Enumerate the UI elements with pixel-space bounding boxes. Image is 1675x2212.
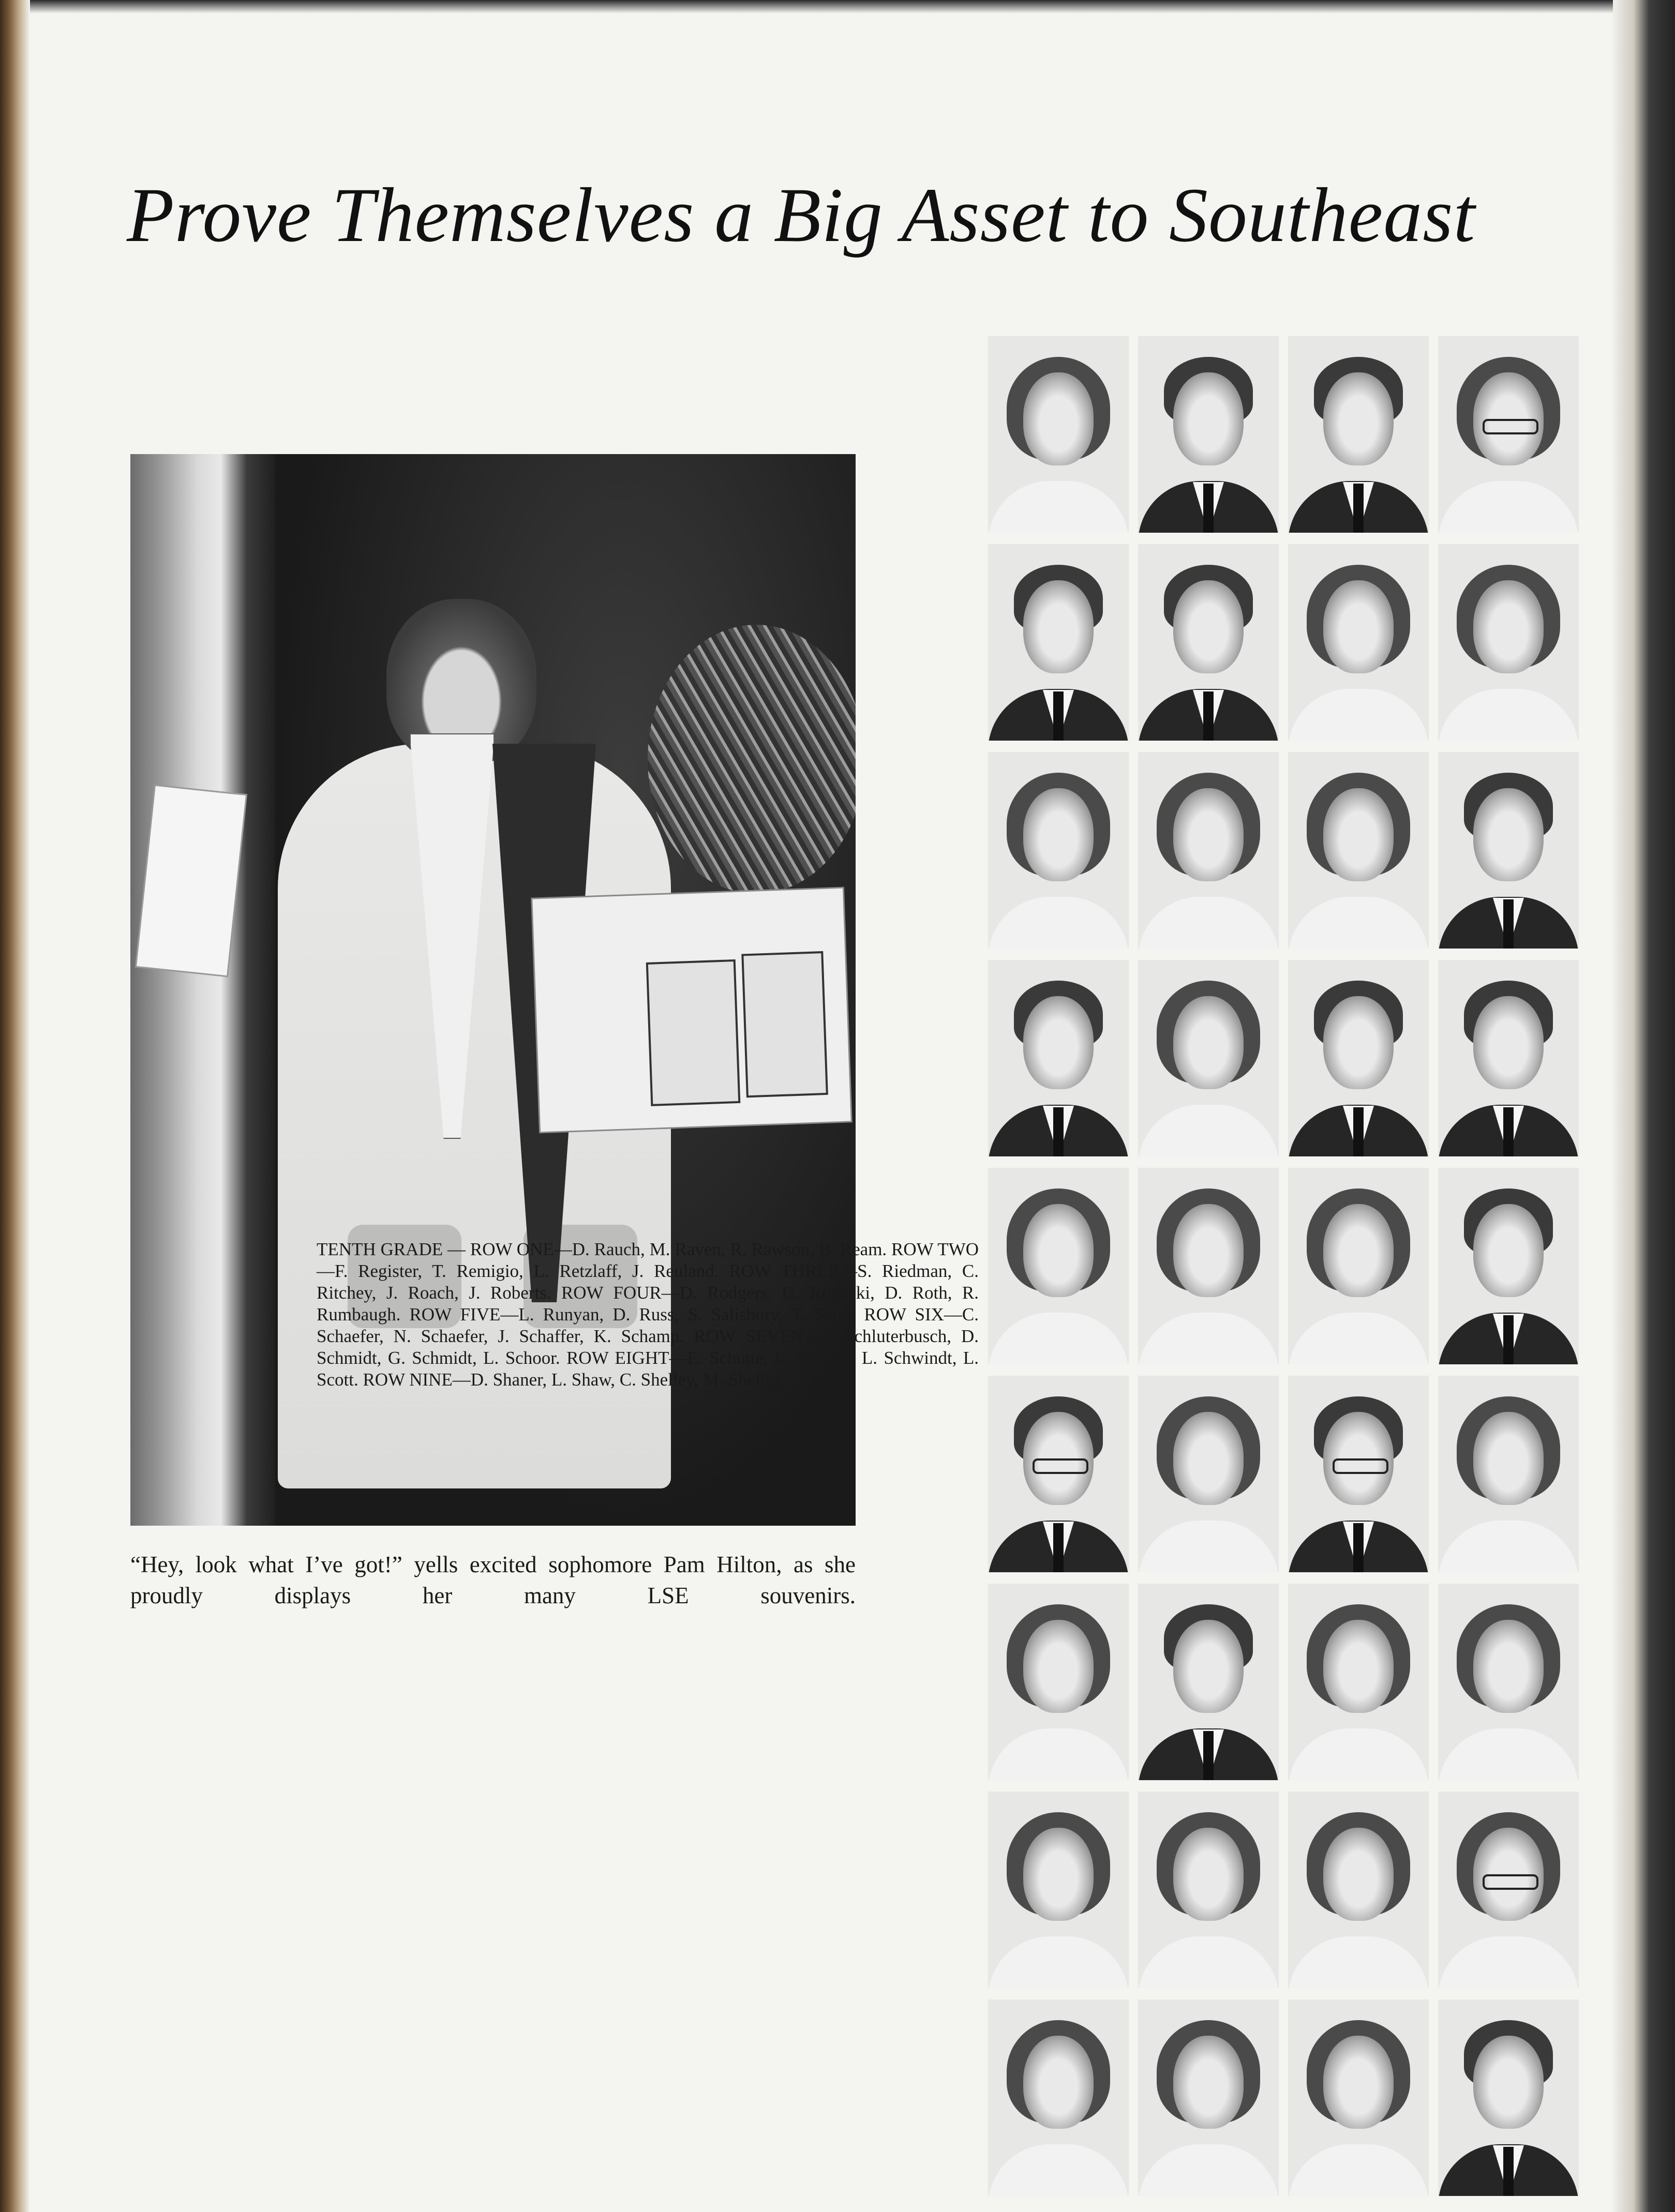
portrait-shoulders	[1138, 897, 1279, 949]
portrait-face	[1323, 1828, 1394, 1921]
portrait-face	[1023, 372, 1094, 465]
portrait-face	[1473, 1412, 1544, 1505]
portrait-shoulders	[1138, 1313, 1279, 1364]
portrait-face	[1023, 1620, 1094, 1713]
portrait-shoulders	[1138, 1936, 1279, 1988]
portrait-tie	[1053, 1523, 1064, 1572]
page-left-edge	[0, 0, 30, 2212]
portrait-photo	[1288, 1792, 1429, 1988]
portrait-photo	[1138, 1168, 1279, 1364]
portrait-shoulders	[988, 897, 1129, 949]
portrait-photo	[1438, 1376, 1579, 1572]
portrait-face	[1173, 788, 1244, 881]
portrait-photo	[1138, 960, 1279, 1156]
portrait-shoulders	[1288, 1936, 1429, 1988]
portrait-photo	[1288, 1999, 1429, 2196]
portrait-face	[1023, 1204, 1094, 1297]
portrait-tie	[1353, 1523, 1364, 1572]
school-paper	[532, 889, 850, 1132]
glasses-icon	[1483, 419, 1538, 434]
page-right-edge	[1613, 0, 1675, 2212]
portrait-photo	[1138, 336, 1279, 533]
portrait-photo	[1288, 752, 1429, 949]
portrait-face	[1323, 1620, 1394, 1713]
portrait-shoulders	[988, 1728, 1129, 1780]
portrait-tie	[1503, 1107, 1514, 1156]
portrait-tie	[1203, 484, 1214, 533]
portrait-tie	[1503, 2147, 1514, 2196]
portrait-shoulders	[1438, 1936, 1579, 1988]
portrait-face	[1173, 1620, 1244, 1713]
portrait-tie	[1203, 691, 1214, 741]
glasses-icon	[1333, 1458, 1388, 1474]
portrait-tie	[1353, 484, 1364, 533]
portrait-photo	[988, 1376, 1129, 1572]
portrait-tie	[1353, 1107, 1364, 1156]
page-title: Prove Themselves a Big Asset to Southeast	[127, 172, 1476, 258]
glasses-icon	[1033, 1458, 1088, 1474]
portrait-photo	[1138, 1584, 1279, 1780]
portrait-photo	[1288, 1168, 1429, 1364]
paper-panel-right	[741, 951, 828, 1097]
portrait-photo	[988, 544, 1129, 741]
portrait-shoulders	[1438, 689, 1579, 741]
portrait-tie	[1503, 1315, 1514, 1364]
portrait-shoulders	[1288, 1728, 1429, 1780]
portrait-photo	[1138, 544, 1279, 741]
portrait-tie	[1203, 1731, 1214, 1780]
paper-panel-left	[646, 959, 741, 1106]
portrait-grid	[988, 336, 1576, 2212]
portrait-photo	[988, 1792, 1129, 1988]
portrait-photo	[1288, 1584, 1429, 1780]
portrait-face	[1173, 1204, 1244, 1297]
portrait-face	[1173, 996, 1244, 1089]
portrait-tie	[1503, 899, 1514, 949]
roster-text: TENTH GRADE — ROW ONE—D. Rauch, M. Raven, R. Rawson, B. Ream. ROW TWO—F. Register, T. Remigio, L. Retzlaff, J. Reuland. ROW THREE—S. Riedman, C. Ritchey, J. Roach, J. Roberts. ROW FOUR—D. Rodgers, G. Rogacki, D. Roth, R. Rumbaugh. ROW FIVE—L. Runyan, D. Russ, S. Salisbury, T. Sapp. ROW SIX—C. Schaefer, N. Schaefer, J. Schaffer, K. Schamp. ROW SEVEN—P. Schluterbusch, D. Schmidt, G. Schmidt, L. Schoor. ROW EIGHT—E. Schutte, L. Schutte, L. Schwindt, L. Scott. ROW NINE—D. Shaner, L. Shaw, C. Shelley, M. Shelley.	[317, 1239, 979, 1390]
portrait-shoulders	[988, 481, 1129, 533]
photo-caption: “Hey, look what I’ve got!” yells excited sophomore Pam Hilton, as she proudly displays her many LSE souvenirs.	[130, 1552, 856, 1608]
portrait-shoulders	[1438, 1728, 1579, 1780]
glasses-icon	[1483, 1874, 1538, 1890]
portrait-face	[1323, 996, 1394, 1089]
door-frame	[130, 454, 275, 1526]
portrait-face	[1023, 788, 1094, 881]
portrait-shoulders	[1138, 2144, 1279, 2196]
portrait-photo	[988, 752, 1129, 949]
pom-pom	[648, 625, 856, 894]
portrait-face	[1023, 2036, 1094, 2129]
portrait-face	[1173, 372, 1244, 465]
portrait-shoulders	[1288, 897, 1429, 949]
portrait-photo	[1438, 1792, 1579, 1988]
portrait-face	[1323, 788, 1394, 881]
portrait-photo	[1138, 1792, 1279, 1988]
portrait-face	[1473, 1204, 1544, 1297]
portrait-photo	[1438, 336, 1579, 533]
portrait-face	[1023, 580, 1094, 673]
portrait-face	[1173, 580, 1244, 673]
portrait-shoulders	[1288, 1313, 1429, 1364]
portrait-face	[1023, 996, 1094, 1089]
portrait-shoulders	[1138, 1105, 1279, 1156]
portrait-shoulders	[1288, 689, 1429, 741]
portrait-photo	[1138, 752, 1279, 949]
portrait-photo	[1438, 960, 1579, 1156]
portrait-photo	[1288, 1376, 1429, 1572]
portrait-face	[1173, 1412, 1244, 1505]
portrait-photo	[1438, 752, 1579, 949]
portrait-shoulders	[988, 2144, 1129, 2196]
portrait-face	[1323, 2036, 1394, 2129]
portrait-face	[1473, 2036, 1544, 2129]
portrait-photo	[988, 960, 1129, 1156]
portrait-face	[1023, 1828, 1094, 1921]
portrait-photo	[1438, 1584, 1579, 1780]
portrait-shoulders	[1438, 1521, 1579, 1572]
portrait-photo	[988, 1999, 1129, 2196]
portrait-shoulders	[1138, 1521, 1279, 1572]
portrait-photo	[988, 1168, 1129, 1364]
knight-life-booklet	[137, 786, 246, 975]
portrait-face	[1473, 580, 1544, 673]
portrait-photo	[1438, 1168, 1579, 1364]
portrait-photo	[1438, 544, 1579, 741]
portrait-face	[1173, 1828, 1244, 1921]
portrait-face	[1473, 788, 1544, 881]
portrait-shoulders	[988, 1313, 1129, 1364]
portrait-face	[1323, 580, 1394, 673]
portrait-face	[1473, 1620, 1544, 1713]
portrait-photo	[988, 1584, 1129, 1780]
portrait-shoulders	[1438, 481, 1579, 533]
portrait-photo	[1288, 336, 1429, 533]
portrait-photo	[1288, 544, 1429, 741]
portrait-tie	[1053, 691, 1064, 741]
portrait-photo	[1138, 1376, 1279, 1572]
portrait-photo	[1138, 1999, 1279, 2196]
portrait-face	[1323, 1204, 1394, 1297]
portrait-face	[1473, 996, 1544, 1089]
portrait-face	[1323, 372, 1394, 465]
portrait-shoulders	[988, 1936, 1129, 1988]
portrait-shoulders	[1288, 2144, 1429, 2196]
portrait-photo	[988, 336, 1129, 533]
page-top-edge	[0, 0, 1675, 13]
portrait-photo	[1288, 960, 1429, 1156]
portrait-photo	[1438, 1999, 1579, 2196]
portrait-face	[1173, 2036, 1244, 2129]
portrait-tie	[1053, 1107, 1064, 1156]
